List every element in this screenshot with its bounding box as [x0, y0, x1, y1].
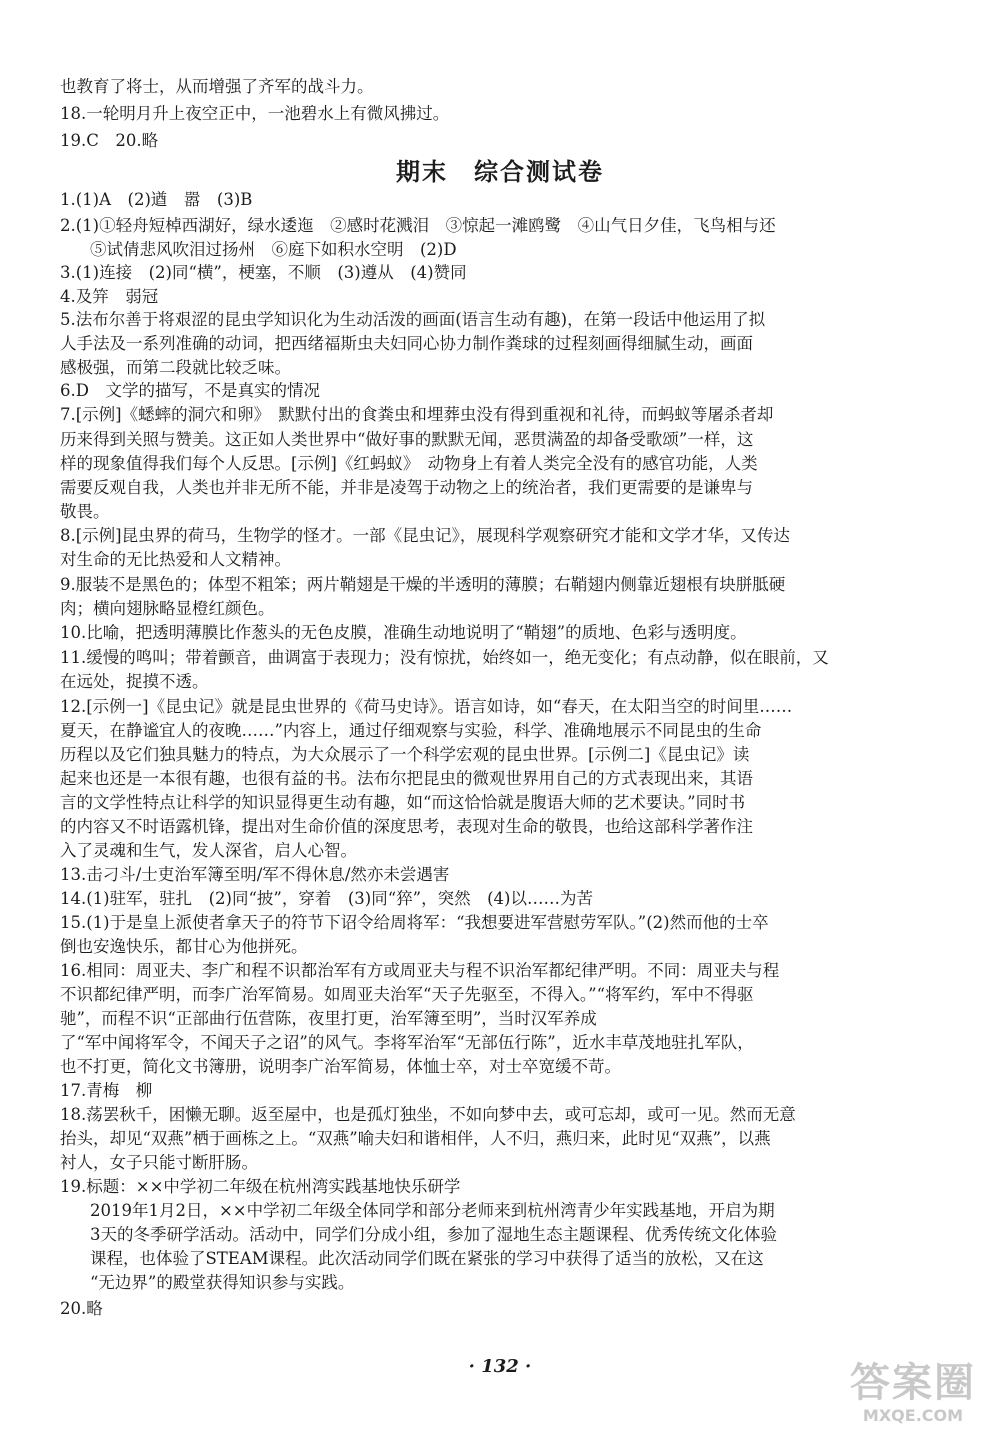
- answer-line: 起来也还是一本很有趣，也很有益的书。法布尔把昆虫的微观世界用自己的方式表现出来，其语: [60, 769, 753, 788]
- answer-line: 6.D 文学的描写，不是真实的情况: [60, 381, 320, 400]
- answer-line: 言的文学性特点让科学的知识显得更生动有趣，如“而这恰恰就是腹语大师的艺术要诀。”同时书: [60, 793, 746, 812]
- answer-line: 敬畏。: [60, 502, 110, 521]
- answer-line: 对生命的无比热爱和人文精神。: [60, 550, 291, 569]
- watermark-url: MXQE.COM: [862, 1406, 964, 1425]
- text-line: 也教育了将士，从而增强了齐军的战斗力。: [60, 77, 374, 96]
- section-title: 期末 综合测试卷: [396, 158, 604, 186]
- text-line: 19.C 20.略: [60, 131, 159, 150]
- answer-line: 2.(1)①轻舟短棹西湖好，绿水逶迤 ②感时花溅泪 ③惊起一滩鸥鹭 ④山气日夕佳，飞鸟相与还: [60, 216, 776, 235]
- answer-line: 13.击刁斗/士吏治军簿至明/军不得休息/然亦未尝遇害: [60, 865, 450, 884]
- watermark-logo: [838, 1360, 988, 1430]
- answer-line: 历来得到关照与赞美。这正如人类世界中“做好事的默默无闻，恶贯满盈的却备受歌颂”一样，这: [60, 430, 754, 449]
- answer-line: 19.标题：××中学初二年级在杭州湾实践基地快乐研学: [60, 1177, 461, 1196]
- answer-line: 7.[示例]《蟋蟀的洞穴和卵》 默默付出的食粪虫和埋葬虫没有得到重视和礼待，而蚂蚁等屠杀者却: [60, 405, 774, 424]
- answer-line: 11.缓慢的鸣叫；带着颤音，曲调富于表现力；没有惊扰，始终如一，绝无变化；有点动静，似在眼前，又: [60, 648, 829, 667]
- answer-line: 1.(1)A (2)遒 嚣 (3)B: [60, 190, 253, 209]
- answer-line: 17.青梅 柳: [60, 1081, 153, 1100]
- answer-line: 倒也安逸快乐，都甘心为他拼死。: [60, 937, 308, 956]
- answer-line: 14.(1)驻军，驻扎 (2)同“披”，穿着 (3)同“猝”，突然 (4)以……为苦: [60, 889, 593, 908]
- answer-line: 入了灵魂和生气，发人深省，启人心智。: [60, 841, 357, 860]
- answer-line: 9.服装不是黑色的；体型不粗笨；两片鞘翅是干燥的半透明的薄膜；右鞘翅内侧靠近翅根有块胼胝硬: [60, 575, 786, 594]
- answer-line: 夏天，在静谧宜人的夜晚……”内容上，通过仔细观察与实验，科学、准确地展示不同昆虫的生命: [60, 721, 762, 740]
- answer-line: 课程，也体验了STEAM课程。此次活动同学们既在紧张的学习中获得了适当的放松，又在这: [90, 1249, 764, 1268]
- answer-line: 15.(1)于是皇上派使者拿天子的符节下诏令给周将军：“我想要进军营慰劳军队。”(2)然而他的士卒: [60, 913, 769, 932]
- answer-line: 也不打更，简化文书簿册，说明李广治军简易，体恤士卒，对士卒宽缓不苛。: [60, 1057, 621, 1076]
- answer-line: 了“军中闻将军令，不闻天子之诏”的风气。李将军治军“无部伍行陈”，近水丰草茂地驻扎军队，: [60, 1033, 754, 1052]
- answer-line: 驰”，而程不识“正部曲行伍营陈，夜里打更，治军簿至明”，当时汉军养成: [60, 1009, 597, 1028]
- answer-line: 18.荡罢秋千，困懒无聊。返至屋中，也是孤灯独坐，不如向梦中去，或可忘却，或可一见。然而无意: [60, 1105, 796, 1124]
- watermark-text: 答案圈: [850, 1360, 976, 1406]
- answer-line: 历程以及它们独具魅力的特点，为大众展示了一个科学宏观的昆虫世界。[示例二]《昆虫记》读: [60, 745, 750, 764]
- answer-line: 衬人，女子只能寸断肝肠。: [60, 1153, 258, 1172]
- answer-line: 感极强，而第二段就比较乏味。: [60, 358, 291, 377]
- answer-line: 4.及笄 弱冠: [60, 287, 159, 306]
- answer-line: 20.略: [60, 1299, 103, 1318]
- answer-line: 3.(1)连接 (2)同“横”，梗塞，不顺 (3)遵从 (4)赞同: [60, 263, 467, 282]
- answer-line: 12.[示例一]《昆虫记》就是昆虫世界的《荷马史诗》。语言如诗，如“春天，在太阳当空的时间里……: [60, 697, 793, 716]
- answer-line: 8.[示例]昆虫界的荷马，生物学的怪才。一部《昆虫记》，展现科学观察研究才能和文学才华，又传达: [60, 526, 790, 545]
- answer-line: 5.法布尔善于将艰涩的昆虫学知识化为生动活泼的画面(语言生动有趣)，在第一段话中他运用了拟: [60, 310, 766, 329]
- answer-line: 肉；横向翅脉略显橙红颜色。: [60, 599, 275, 618]
- text-line: 18.一轮明月升上夜空正中，一池碧水上有微风拂过。: [60, 104, 450, 123]
- answer-line: 在远处，捉摸不透。: [60, 672, 209, 691]
- answer-line: 人手法及一系列准确的动词，把西绪福斯虫夫妇同心协力制作粪球的过程刻画得细腻生动，画面: [60, 334, 753, 353]
- answer-line: “无边界”的殿堂获得知识参与实践。: [90, 1273, 355, 1292]
- answer-line: 10.比喻，把透明薄膜比作葱头的无色皮膜，准确生动地说明了“鞘翅”的质地、色彩与透明度。: [60, 623, 747, 642]
- answer-line: 样的现象值得我们每个人反思。[示例]《红蚂蚁》 动物身上有着人类完全没有的感官功能，人类: [60, 454, 758, 473]
- answer-line: 2019年1月2日，××中学初二年级全体同学和部分老师来到杭州湾青少年实践基地，开启为期: [90, 1201, 775, 1220]
- answer-line: 抬头，却见“双燕”栖于画栋之上。“双燕”喻夫妇和谐相伴，人不归，燕归来，此时见“双燕”，以燕: [60, 1129, 771, 1148]
- answer-line: ⑤试倩悲风吹泪过扬州 ⑥庭下如积水空明 (2)D: [90, 240, 457, 259]
- answer-line: 不识都纪律严明，而李广治军简易。如周亚夫治军“天子先驱至，不得入。”“将军约，军中不得驱: [60, 985, 754, 1004]
- answer-line: 3天的冬季研学活动。活动中，同学们分成小组，参加了湿地生态主题课程、优秀传统文化体验: [90, 1225, 777, 1244]
- page-number: · 132 ·: [468, 1356, 532, 1377]
- answer-line: 需要反观自我，人类也并非无所不能，并非是凌驾于动物之上的统治者，我们更需要的是谦卑与: [60, 478, 753, 497]
- answer-line: 的内容又不时语露机锋，提出对生命价值的深度思考，表现对生命的敬畏，也给这部科学著作注: [60, 817, 753, 836]
- answer-line: 16.相同：周亚夫、李广和程不识都治军有方或周亚夫与程不识治军都纪律严明。不同：周亚夫与程: [60, 961, 780, 980]
